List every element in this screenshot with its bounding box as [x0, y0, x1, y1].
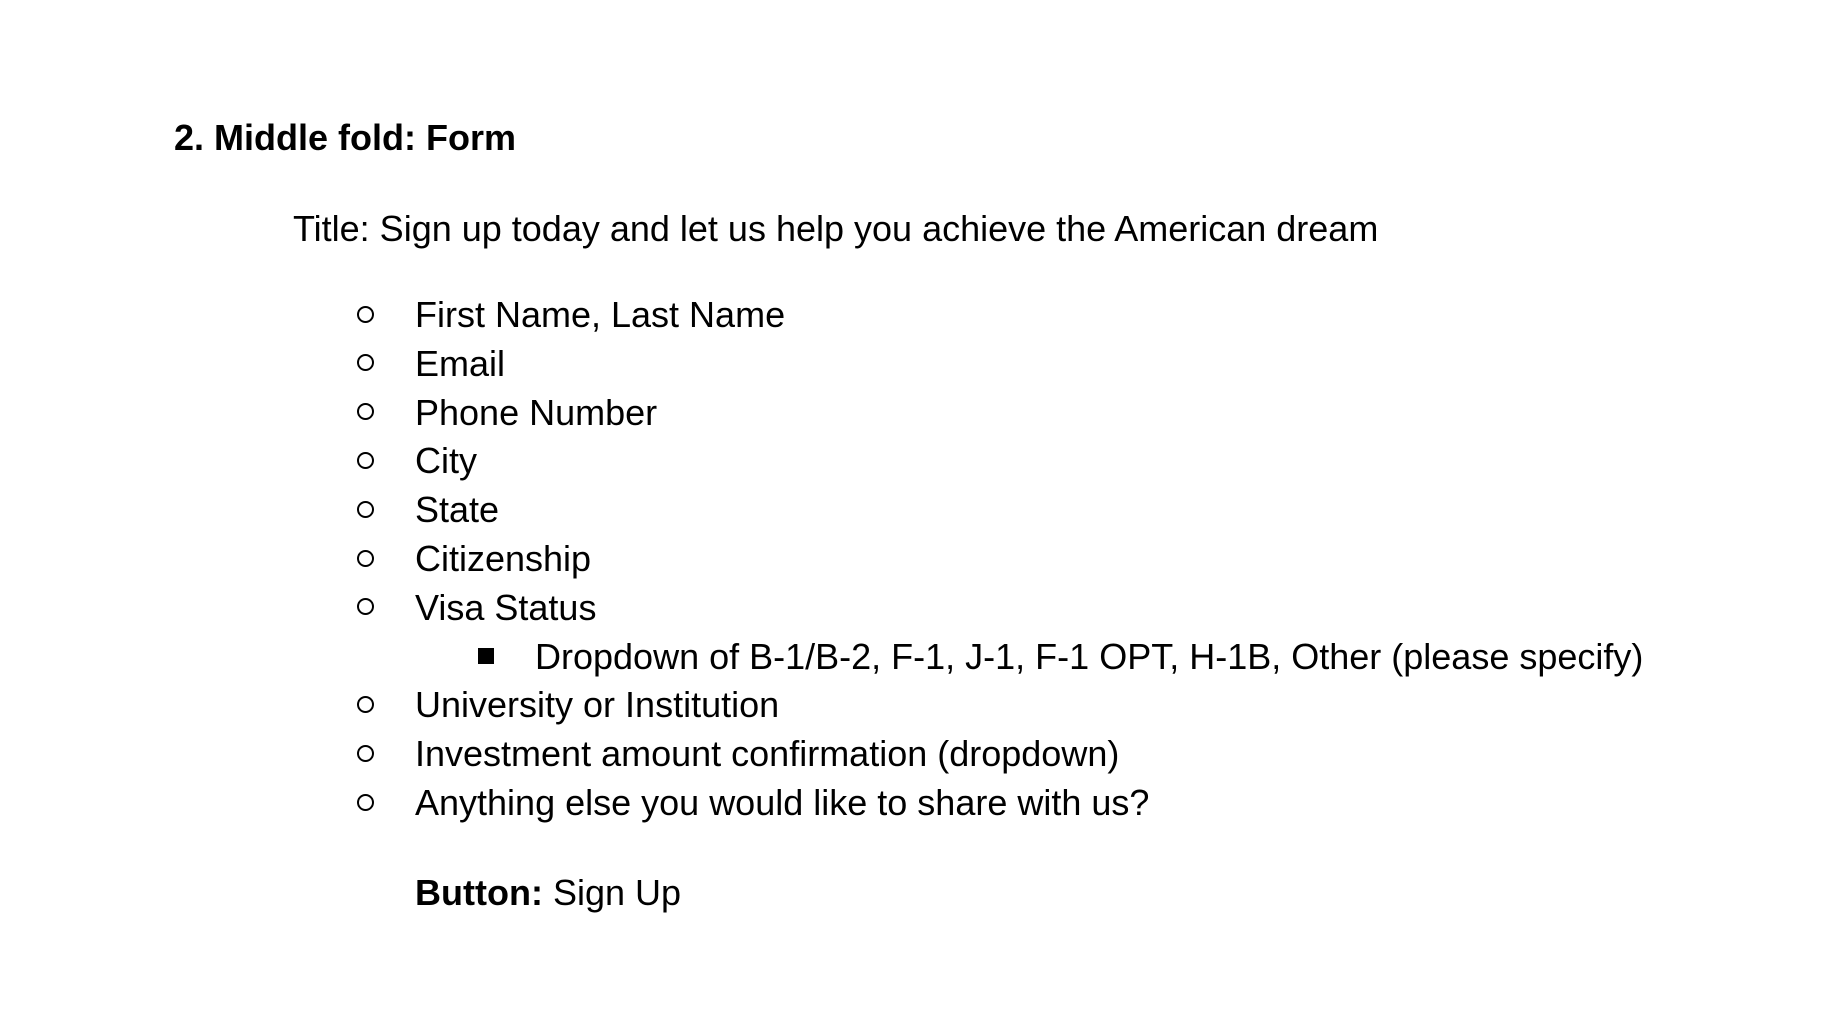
- hollow-circle-icon: [353, 291, 377, 340]
- list-item-text: Citizenship: [415, 537, 592, 579]
- button-spec-line: [415, 868, 681, 918]
- button-spec-label: Button:: [415, 872, 543, 913]
- section-heading: 2. Middle fold: Form: [174, 117, 516, 158]
- hollow-circle-icon: [353, 437, 377, 486]
- hollow-circle-icon: [353, 486, 377, 535]
- list-item-text: First Name, Last Name: [415, 294, 786, 335]
- list-item-text: Investment amount confirmation (dropdown): [415, 733, 1120, 775]
- hollow-circle-icon: [353, 584, 377, 633]
- list-item-text: State: [415, 489, 500, 531]
- list-item-text: Visa Status: [415, 586, 597, 628]
- hollow-circle-icon: [353, 340, 377, 389]
- hollow-circle-icon: [353, 535, 377, 584]
- list-item-text: Email: [415, 342, 506, 384]
- button-spec-value: Sign Up: [542, 872, 682, 913]
- list-item-text: Anything else you would like to share with us?: [415, 781, 1150, 823]
- sub-list-item-text: Dropdown of B-1/B-2, F-1, J-1, F-1 OPT, H-1B, Other (please specify): [535, 635, 1644, 677]
- hollow-circle-icon: [353, 779, 377, 828]
- list-item-text: City: [415, 440, 477, 482]
- list-item-text: University or Institution: [415, 684, 780, 726]
- hollow-circle-icon: [353, 389, 377, 438]
- form-title-line: Title: Sign up today and let us help you achieve the American dream: [293, 208, 1379, 249]
- hollow-circle-icon: [353, 681, 377, 730]
- hollow-circle-icon: [353, 730, 377, 779]
- list-item-text: Phone Number: [415, 391, 658, 433]
- filled-square-icon: [474, 633, 498, 682]
